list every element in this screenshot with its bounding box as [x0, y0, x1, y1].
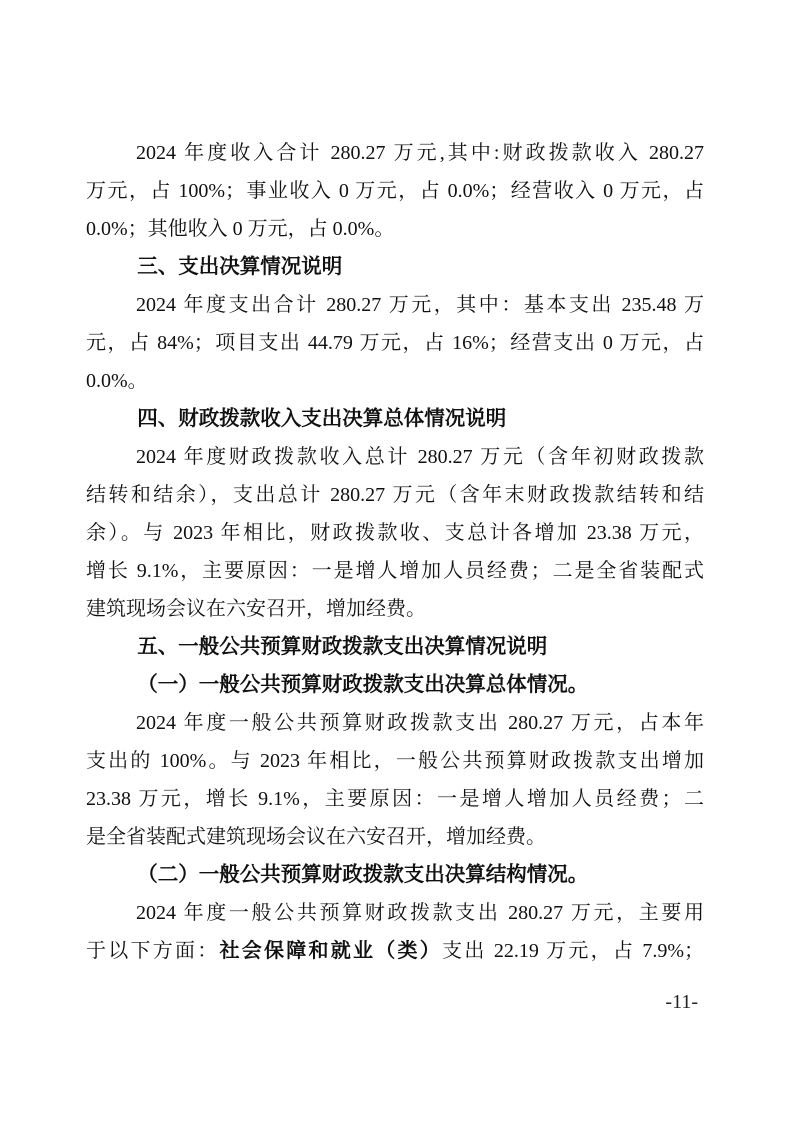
- income-para-line-2: 万元，占 100%；事业收入 0 万元，占 0.0%；经营收入 0 万元，占: [86, 180, 704, 202]
- heading-fiscal-total: 四、财政拨款收入支出决算总体情况说明: [137, 407, 507, 430]
- structure-para-line-2: [86, 932, 704, 970]
- structure-line-2-prefix: 于以下方面：: [86, 940, 220, 962]
- structure-line-2-category-bold: 社会保障和就业（类）: [219, 940, 443, 962]
- structure-line-2-suffix: 支出 22.19 万元，占 7.9%；: [442, 940, 705, 962]
- expenditure-para-line-1: 2024 年度支出合计 280.27 万元，其中：基本支出 235.48 万: [136, 294, 704, 316]
- subheading-structure: （二）一般公共预算财政拨款支出决算结构情况。: [137, 864, 589, 886]
- expenditure-para-line-3: 0.0%。: [86, 370, 148, 392]
- general-overall-para-line-4: 是全省装配式建筑现场会议在六安召开，增加经费。: [86, 826, 546, 848]
- general-overall-para-line-1: 2024 年度一般公共预算财政拨款支出 280.27 万元，占本年: [136, 712, 704, 734]
- general-overall-para-line-3: 23.38 万元，增长 9.1%，主要原因：一是增人增加人员经费；二: [86, 788, 704, 810]
- document-body: [86, 134, 704, 970]
- general-overall-para-line-2: 支出的 100%。与 2023 年相比，一般公共预算财政拨款支出增加: [86, 750, 704, 772]
- income-para-line-3: 0.0%；其他收入 0 万元，占 0.0%。: [86, 218, 395, 240]
- expenditure-para-line-2: 元，占 84%；项目支出 44.79 万元，占 16%；经营支出 0 万元，占: [86, 332, 704, 354]
- heading-expenditure: 三、支出决算情况说明: [137, 255, 343, 278]
- page-number: -11-: [665, 991, 698, 1013]
- income-para-line-1: 2024 年度收入合计 280.27 万元,其中:财政拨款收入 280.27: [136, 142, 704, 164]
- structure-para-line-1: 2024 年度一般公共预算财政拨款支出 280.27 万元，主要用: [136, 902, 704, 924]
- fiscal-para-line-5: 建筑现场会议在六安召开，增加经费。: [86, 598, 426, 620]
- subheading-general-overall: （一）一般公共预算财政拨款支出决算总体情况。: [137, 674, 589, 696]
- heading-general-budget: 五、一般公共预算财政拨款支出决算情况说明: [137, 635, 548, 658]
- fiscal-para-line-4: 增长 9.1%，主要原因：一是增人增加人员经费；二是全省装配式: [86, 560, 704, 582]
- fiscal-para-line-3: 余）。与 2023 年相比，财政拨款收、支总计各增加 23.38 万元，: [86, 522, 704, 544]
- fiscal-para-line-2: 结转和结余），支出总计 280.27 万元（含年末财政拨款结转和结: [86, 484, 704, 506]
- fiscal-para-line-1: 2024 年度财政拨款收入总计 280.27 万元（含年初财政拨款: [136, 446, 704, 468]
